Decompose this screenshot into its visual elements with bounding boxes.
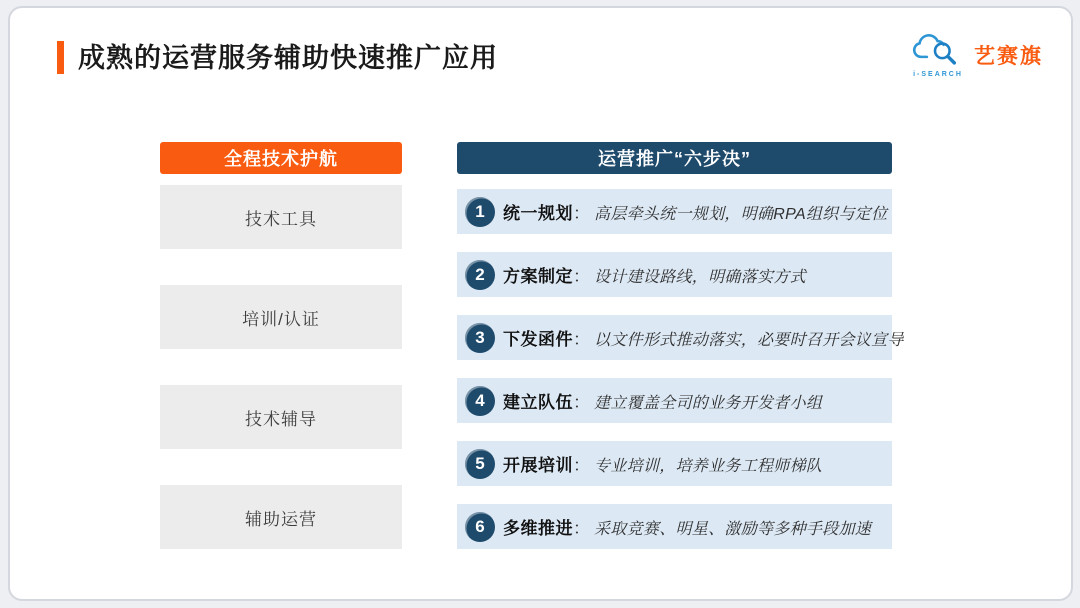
step-desc: 建立覆盖全司的业务开发者小组 [594, 395, 823, 412]
step-row-4 [457, 378, 892, 423]
step-colon: ： [573, 519, 590, 538]
step-row-2 [457, 252, 892, 297]
logo-cloud-search-icon [910, 32, 966, 73]
logo [910, 32, 1043, 78]
step-label: 统一规划 [503, 204, 573, 223]
step-colon: ： [573, 330, 590, 349]
step-desc: 高层牵头统一规划，明确RPA组织与定位 [594, 206, 888, 223]
step-number-badge: 1 [465, 197, 495, 227]
step-row-1 [457, 189, 892, 234]
step-desc: 专业培训，培养业务工程师梯队 [594, 458, 823, 475]
left-panel-item-tools: 技术工具 [160, 185, 402, 249]
left-panel-item-training: 培训/认证 [160, 285, 402, 349]
step-colon: ： [573, 456, 590, 475]
step-number-badge: 6 [465, 512, 495, 542]
title-accent-bar [57, 41, 64, 74]
step-number-badge: 3 [465, 323, 495, 353]
step-desc: 设计建设路线，明确落实方式 [594, 269, 806, 286]
step-row-5 [457, 441, 892, 486]
step-number-badge: 5 [465, 449, 495, 479]
step-label: 多维推进 [503, 519, 573, 538]
step-number-badge: 2 [465, 260, 495, 290]
step-colon: ： [573, 267, 590, 286]
step-row-3 [457, 315, 904, 360]
step-label: 下发函件 [503, 330, 573, 349]
logo-brand: 艺赛旗 [974, 45, 1043, 68]
left-panel-item-coaching: 技术辅导 [160, 385, 402, 449]
step-colon: ： [573, 393, 590, 412]
right-panel-header: 运营推广“六步决” [457, 142, 892, 174]
step-number-badge: 4 [465, 386, 495, 416]
logo-subtext: i-SEARCH [913, 71, 963, 78]
left-panel-item-operation: 辅助运营 [160, 485, 402, 549]
step-row-6 [457, 504, 892, 549]
left-panel-header: 全程技术护航 [160, 142, 402, 174]
step-colon: ： [573, 204, 590, 223]
step-desc: 采取竞赛、明星、激励等多种手段加速 [594, 521, 872, 538]
step-label: 方案制定 [503, 267, 573, 286]
step-label: 开展培训 [503, 456, 573, 475]
slide-card [8, 6, 1073, 601]
page-title: 成熟的运营服务辅助快速推广应用 [78, 43, 498, 73]
step-desc: 以文件形式推动落实，必要时召开会议宣导 [594, 332, 904, 349]
step-label: 建立队伍 [503, 393, 573, 412]
